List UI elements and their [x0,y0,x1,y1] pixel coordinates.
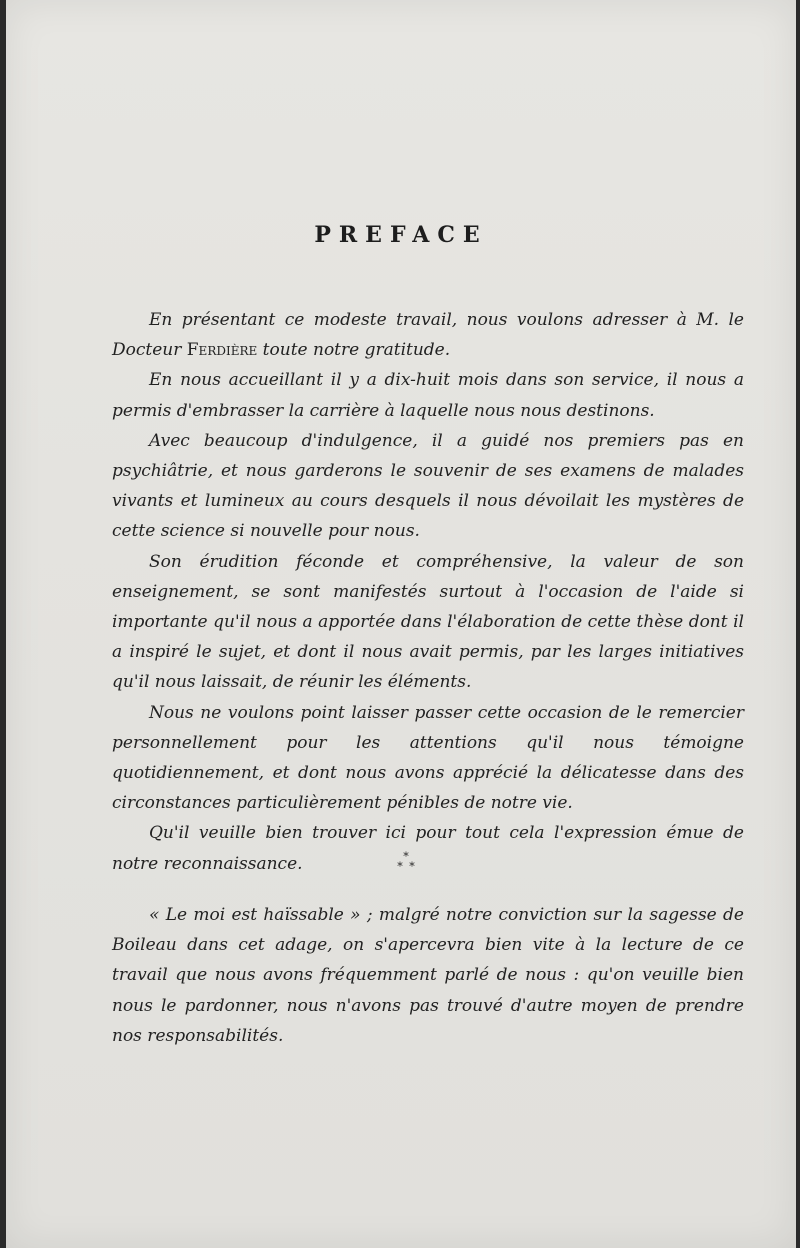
paragraph-4: Son érudition féconde et compréhensive, la valeur de son enseignement, se sont manifestés surtout à l'occasion de l'aide si importante qu'il nous a apportée dans l'élaboration de cette thèse dont il a inspiré le sujet, et dont il nous avait permis, par les larges initiatives qu'il nous laissait, de réunir les éléments. [112,551,744,693]
epigraph-paragraph: « Le moi est haïssable » ; malgré notre conviction sur la sagesse de Boileau dans cet adage, on s'apercevra bien vite à la lecture de ce travail que nous avons fréquemment parlé de nous : qu'on veuille bien nous le pardonner, nous n'avons pas trouvé d'autre moyen de prendre nos responsabilités. [112,905,744,1046]
paragraph-3: Avec beaucoup d'indulgence, il a guidé nos premiers pas en psychiâtrie, et nous garderons le souvenir de ses examens de malades vivants et lumineux au cours desquels il nous dévoilait les mystères de cette science si nouvelle pour nous. [112,430,744,542]
paragraph-5: Nous ne voulons point laisser passer cette occasion de le remercier personnellement pour les attentions qu'il nous témoigne quotidiennement, et dont nous avons apprécié la délicatesse dans des circonstances particulièrement pénibles de notre vie. [112,702,744,814]
preface-body [112,305,744,879]
paragraph-1 [112,305,744,365]
svg-text:*: * [397,860,403,873]
svg-text:*: * [403,850,409,863]
paragraph-2: En nous accueillant il y a dix-huit mois dans son service, il nous a permis d'embrasser la carrière à laquelle nous nous destinons. [112,370,744,421]
doctor-name: Ferdière [186,340,258,361]
book-page [6,0,796,1248]
epigraph-body [112,900,744,1051]
page-title: PREFACE [314,222,488,248]
paragraph-6: Qu'il veuille bien trouver ici pour tout cela l'expression émue de notre reconnaissance. [112,823,744,874]
paragraph-1-text-a: En présentant ce modeste travail, nous voulons adresser à M. le Docteur [112,310,744,361]
asterism-icon [394,850,418,874]
paragraph-1-text-b: toute notre gratitude. [257,340,451,361]
svg-text:*: * [409,860,415,873]
